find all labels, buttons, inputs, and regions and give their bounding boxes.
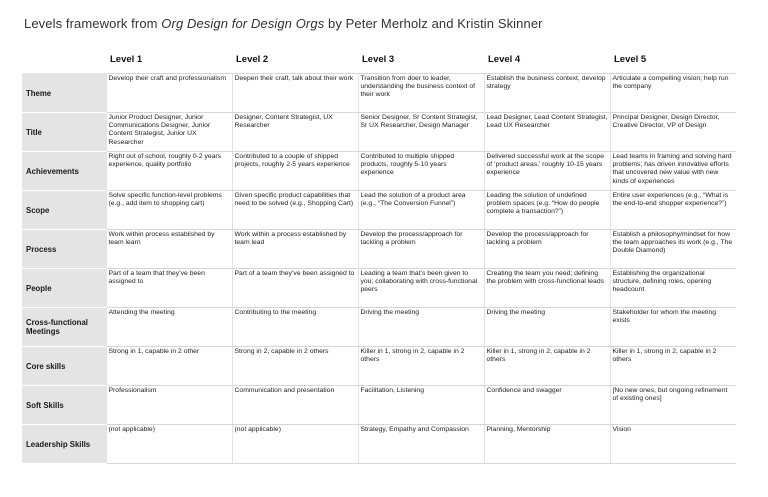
table-cell: Establish a philosophy/mindset for how the team approaches its work (e.g., The Double Diamond) (610, 230, 736, 269)
row-label: Leadership Skills (22, 425, 106, 464)
table-cell: (not applicable) (232, 425, 358, 464)
table-cell: [No new ones, but ongoing refinement of existing ones] (610, 386, 736, 425)
table-cell: Leading a team that’s been given to you; collaborating with cross-functional peers (358, 269, 484, 308)
row-label: Theme (22, 74, 106, 113)
row-people (22, 269, 736, 308)
table-cell: Professionalism (106, 386, 232, 425)
table-cell: Lead Designer, Lead Content Strategist, Lead UX Researcher (484, 113, 610, 152)
row-achievements (22, 152, 736, 191)
table-cell: Given specific product capabilities that need to be solved (e.g., Shopping Cart) (232, 191, 358, 230)
table-cell: Entire user experiences (e.g., “What is the end-to-end shopper experience?”) (610, 191, 736, 230)
table-cell: Planning, Mentorship (484, 425, 610, 464)
row-label: Title (22, 113, 106, 152)
table-cell: Contributed to a couple of shipped projects, roughly 2-5 years experience (232, 152, 358, 191)
table-cell: Driving the meeting (358, 308, 484, 347)
table-cell: Driving the meeting (484, 308, 610, 347)
table-cell: Lead teams in framing and solving hard problems; has driven innovative efforts that uncovered new value with new kinds of experiences (610, 152, 736, 191)
table-cell: Develop their craft and professionalism (106, 74, 232, 113)
row-soft-skills (22, 386, 736, 425)
table-cell: Solve specific function-level problems (e.g., add item to shopping cart) (106, 191, 232, 230)
table-cell: Killer in 1, strong in 2, capable in 2 others (358, 347, 484, 386)
row-process (22, 230, 736, 269)
page-title (24, 16, 543, 31)
row-label: Achievements (22, 152, 106, 191)
title-suffix: by Peter Merholz and Kristin Skinner (324, 16, 543, 31)
table-cell: Strategy, Empathy and Compassion (358, 425, 484, 464)
row-theme (22, 74, 736, 113)
table-cell: Establishing the organizational structure, defining roles, opening headcount (610, 269, 736, 308)
table-cell: Killer in 1, strong in 2, capable in 2 others (610, 347, 736, 386)
row-title (22, 113, 736, 152)
header-level-5: Level 5 (614, 54, 647, 65)
table-cell: Facilitation, Listening (358, 386, 484, 425)
table-cell: Transition from doer to leader, understanding the business context of their work (358, 74, 484, 113)
table-cell: Part of a team they’ve been assigned to (232, 269, 358, 308)
row-scope (22, 191, 736, 230)
title-prefix: Levels framework from (24, 16, 162, 31)
title-book-name: Org Design for Design Orgs (161, 16, 325, 31)
row-leadership-skills (22, 425, 736, 464)
table-cell: Develop the process/approach for tackling a problem (484, 230, 610, 269)
header-level-2: Level 2 (236, 54, 269, 65)
table-cell: Deepen their craft, talk about their work (232, 74, 358, 113)
row-label: Soft Skills (22, 386, 106, 425)
table-cell: Delivered successful work at the scope of ‘product areas,’ roughly 10-15 years experience (484, 152, 610, 191)
header-level-3: Level 3 (362, 54, 395, 65)
table-cell: Killer in 1, strong in 2, capable in 2 others (484, 347, 610, 386)
levels-table (22, 54, 736, 464)
table-cell: Contributed to multiple shipped products, roughly 5-10 years experience (358, 152, 484, 191)
table-cell: Junior Product Designer, Junior Communications Designer, Junior Content Strategist, Junior UX Researcher (106, 113, 232, 152)
table-cell: Articulate a compelling vision; help run the company (610, 74, 736, 113)
row-label: Scope (22, 191, 106, 230)
table-cell: Strong in 1, capable in 2 other (106, 347, 232, 386)
row-label: Process (22, 230, 106, 269)
table-cell: Leading the solution of undefined problem spaces (e.g. “How do people complete a transaction?”) (484, 191, 610, 230)
table-cell: Designer, Content Strategist, UX Researcher (232, 113, 358, 152)
table-cell: Right out of school, roughly 0-2 years experience, quality portfolio (106, 152, 232, 191)
header-row (22, 54, 736, 74)
table-cell: Work within a process established by team lead (232, 230, 358, 269)
table-cell: Develop the process/approach for tackling a problem (358, 230, 484, 269)
table-cell: Vision (610, 425, 736, 464)
table-cell: Principal Designer, Design Director, Creative Director, VP of Design (610, 113, 736, 152)
table-cell: Attending the meeting (106, 308, 232, 347)
table-cell: Senior Designer, Sr Content Strategist, Sr UX Researcher, Design Manager (358, 113, 484, 152)
row-label: People (22, 269, 106, 308)
table-cell: Stakeholder for whom the meeting exists (610, 308, 736, 347)
table-cell: Confidence and swagger (484, 386, 610, 425)
table-cell: Creating the team you need; defining the problem with cross-functional leads (484, 269, 610, 308)
row-label: Core skills (22, 347, 106, 386)
row-label: Cross-functional Meetings (22, 308, 106, 347)
header-level-4: Level 4 (488, 54, 521, 65)
table-cell: Part of a team that they’ve been assigned to (106, 269, 232, 308)
table-cell: Work within process established by team learn (106, 230, 232, 269)
table-cell: Communication and presentation (232, 386, 358, 425)
table-cell: (not applicable) (106, 425, 232, 464)
table-cell: Strong in 2, capable in 2 others (232, 347, 358, 386)
table-cell: Establish the business context, develop strategy (484, 74, 610, 113)
table-cell: Contributing to the meeting (232, 308, 358, 347)
row-core-skills (22, 347, 736, 386)
row-cross-functional-meetings (22, 308, 736, 347)
table-cell: Lead the solution of a product area (e.g., “The Conversion Funnel”) (358, 191, 484, 230)
header-level-1: Level 1 (110, 54, 143, 65)
header-corner (22, 54, 106, 74)
